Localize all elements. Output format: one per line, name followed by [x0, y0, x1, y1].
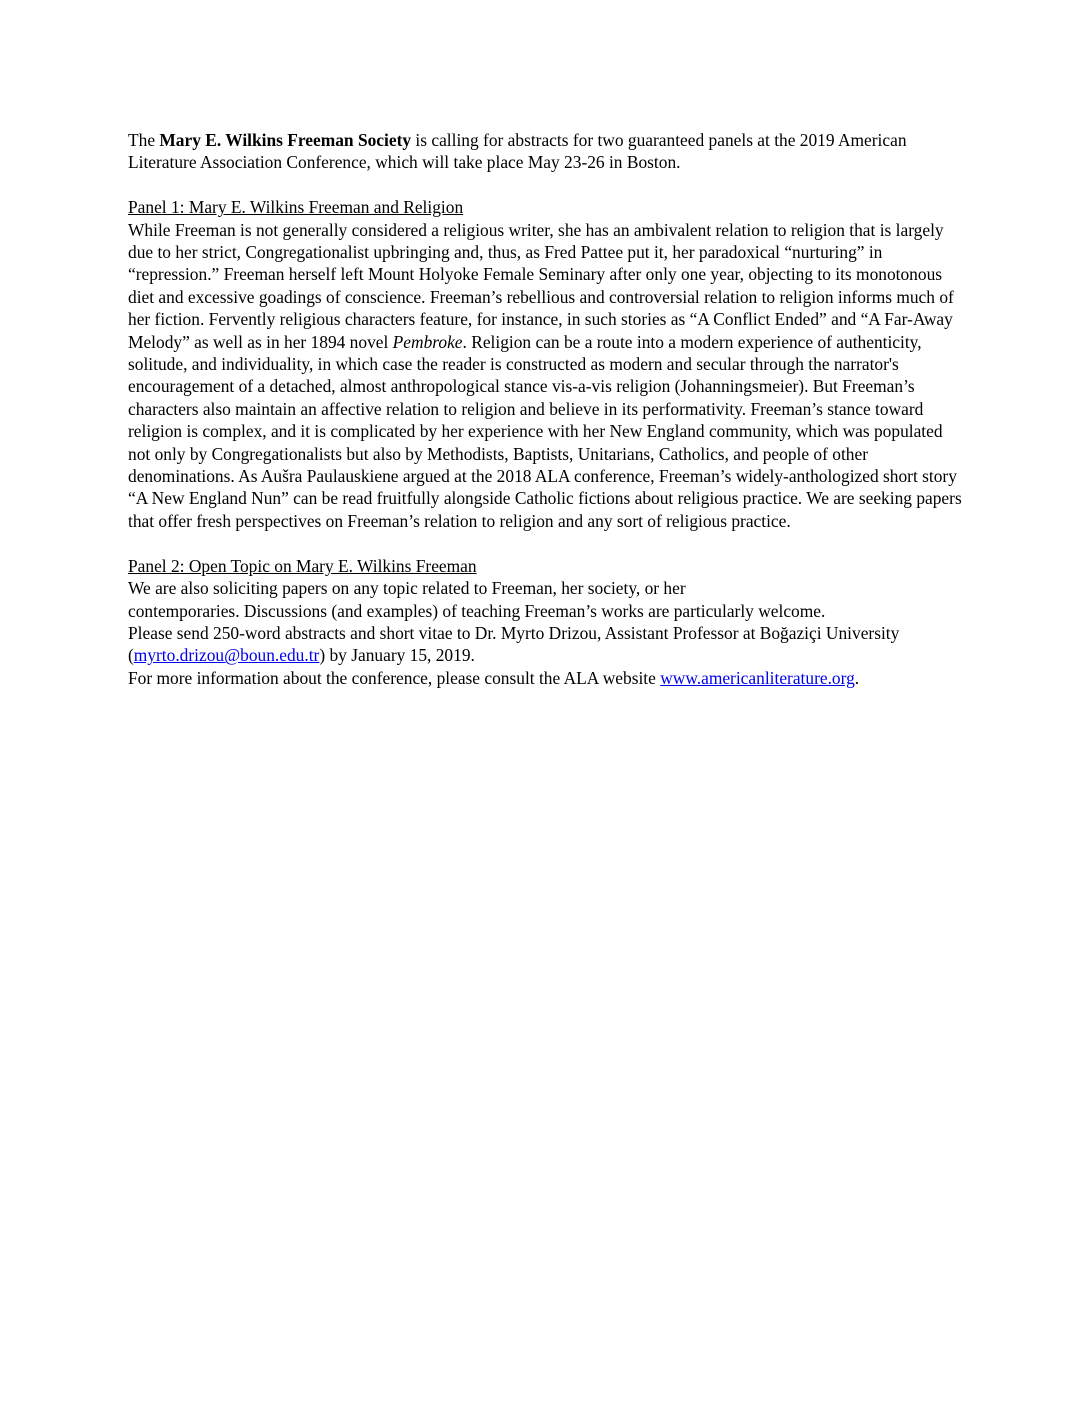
- more-info-text: For more information about the conference, please consult the ALA website: [128, 667, 661, 688]
- panel2-line2: contemporaries. Discussions (and examples) of teaching Freeman’s works are particularly welcome.: [128, 600, 826, 621]
- panel2-line1: We are also soliciting papers on any topic related to Freeman, her society, or her: [128, 578, 686, 599]
- website-link[interactable]: www.americanliterature.org: [660, 667, 855, 688]
- intro-paragraph: [128, 129, 968, 174]
- more-info-end: .: [854, 667, 860, 688]
- submission-instructions: [128, 622, 968, 667]
- paragraph-spacer: [128, 532, 968, 554]
- submission-text: Please send 250-word abstracts and short vitae to Dr. Myrto Drizou, Assistant Professor at Boğaziçi University (: [128, 622, 900, 666]
- panel2-heading: Panel 2: Open Topic on Mary E. Wilkins Freeman: [128, 555, 477, 576]
- paragraph-spacer: [128, 174, 968, 196]
- panel1-body: [128, 219, 968, 533]
- email-link[interactable]: myrto.drizou@boun.edu.tr: [133, 645, 320, 666]
- submission-deadline: ) by January 15, 2019.: [319, 645, 475, 666]
- panel1-body-text-continued: . Religion can be a route into a modern experience of authenticity, solitude, and individuality, in which case the reader is constructed as modern and secular through the narrator's encouragement of a detached, almost anthropological stance vis-a-vis religion (Johanningsmeier). But Freeman’s characters also maintain an affective relation to religion and believe in its performativity. Freeman’s stance toward religion is complex, and it is complicated by her experience with her New England community, which was populated not only by Congregationalists but also by Methodists, Baptists, Unitarians, Catholics, and people of other denominations. As Aušra Paulauskiene argued at the 2018 ALA conference, Freeman’s widely-anthologized short story “A New England Nun” can be read fruitfully alongside Catholic fictions about religious practice. We are seeking papers that offer fresh perspectives on Freeman’s relation to religion and any sort of religious practice.: [128, 331, 962, 531]
- novel-title: Pembroke: [392, 331, 463, 352]
- panel1-heading: Panel 1: Mary E. Wilkins Freeman and Religion: [128, 197, 464, 218]
- panel1-body-text: While Freeman is not generally considered a religious writer, she has an ambivalent relation to religion that is largely due to her strict, Congregationalist upbringing and, thus, as Fred Pattee put it, her paradoxical “nurturing” in “repression.” Freeman herself left Mount Holyoke Female Seminary after only one year, objecting to its monotonous diet and excessive goadings of conscience. Freeman’s rebellious and controversial relation to religion informs much of her fiction. Fervently religious characters feature, for instance, in such stories as “A Conflict Ended” and “A Far-Away Melody” as well as in her 1894 novel: [128, 219, 954, 352]
- document-page: [128, 129, 968, 689]
- intro-rest: is calling for abstracts for two guaranteed panels at the 2019 American Literature Association Conference, which will take place May 23-26 in Boston.: [128, 130, 907, 173]
- intro-lead: The: [128, 130, 160, 150]
- more-info-line: [128, 667, 968, 689]
- society-name: Mary E. Wilkins Freeman Society: [159, 130, 412, 150]
